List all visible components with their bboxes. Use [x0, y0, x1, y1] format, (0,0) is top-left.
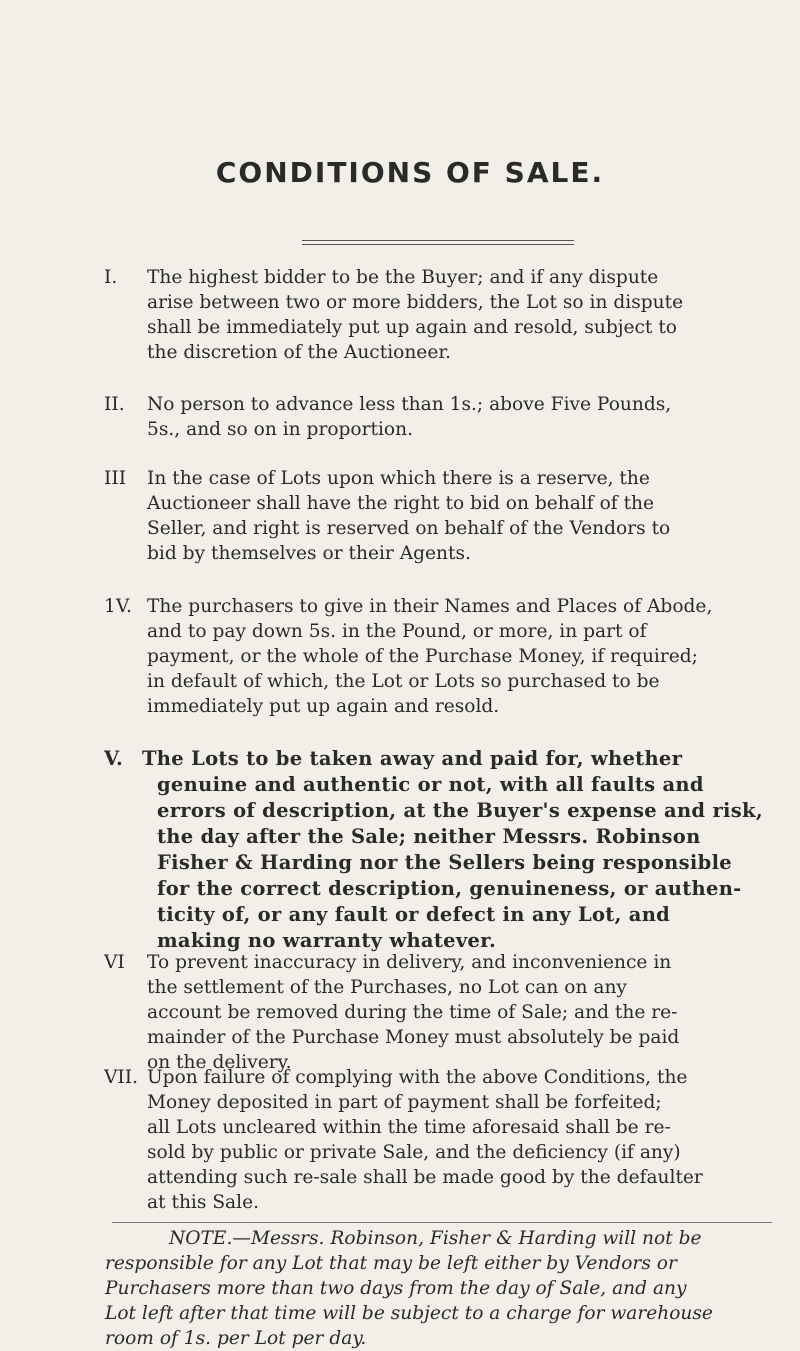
title-rule	[302, 244, 574, 245]
condition-line: Fisher & Harding nor the Sellers being responsible	[157, 851, 732, 874]
condition-line: at this Sale.	[147, 1192, 259, 1213]
condition-line: immediately put up again and resold.	[147, 696, 500, 717]
condition-number: II.	[104, 394, 125, 415]
condition-number: I.	[104, 267, 118, 288]
note-rule	[112, 1222, 772, 1223]
condition-line: The purchasers to give in their Names and Places of Abode,	[147, 596, 713, 617]
note-line: Lot left after that time will be subject to a charge for warehouse	[105, 1303, 713, 1324]
condition-number: VII.	[104, 1067, 139, 1088]
condition-line: the discretion of the Auctioneer.	[147, 342, 452, 363]
condition-line: Money deposited in part of payment shall be forfeited;	[147, 1092, 662, 1113]
condition-line: 5s., and so on in proportion.	[147, 419, 414, 440]
condition-number: III	[104, 468, 127, 489]
condition-line: To prevent inaccuracy in delivery, and inconvenience in	[147, 952, 672, 973]
condition-line: payment, or the whole of the Purchase Money, if required;	[147, 646, 698, 667]
condition-line: arise between two or more bidders, the Lot so in dispute	[147, 292, 684, 313]
condition-line: Seller, and right is reserved on behalf of the Vendors to	[147, 518, 671, 539]
page-title: CONDITIONS OF SALE.	[215, 156, 605, 189]
condition-number: VI	[104, 952, 125, 973]
condition-number: 1V.	[104, 596, 132, 617]
note-line: responsible for any Lot that may be left either by Vendors or	[105, 1253, 677, 1274]
condition-number: V.	[104, 747, 124, 770]
condition-line: genuine and authentic or not, with all faults and	[157, 773, 704, 796]
title-rule	[302, 240, 574, 241]
condition-line: The highest bidder to be the Buyer; and if any dispute	[147, 267, 659, 288]
note-block	[105, 1226, 785, 1351]
condition-line: errors of description, at the Buyer's expense and risk,	[157, 799, 763, 822]
condition-line: and to pay down 5s. in the Pound, or more, in part of	[147, 621, 647, 642]
condition-line: bid by themselves or their Agents.	[147, 543, 471, 564]
condition-line: making no warranty whatever.	[157, 929, 497, 952]
condition-line: sold by public or private Sale, and the deficiency (if any)	[147, 1142, 681, 1163]
condition-line: In the case of Lots upon which there is a reserve, the	[147, 468, 650, 489]
condition-line: ticity of, or any fault or defect in any Lot, and	[157, 903, 671, 926]
condition-line: the settlement of the Purchases, no Lot can on any	[147, 977, 627, 998]
condition-line: Auctioneer shall have the right to bid on behalf of the	[147, 493, 655, 514]
condition-line: for the correct description, genuineness, or authen-	[157, 877, 742, 900]
note-line: room of 1s. per Lot per day.	[105, 1328, 367, 1349]
condition-line: on the delivery.	[147, 1052, 292, 1073]
note-line: Purchasers more than two days from the day of Sale, and any	[105, 1278, 687, 1299]
condition-line: attending such re-sale shall be made good by the defaulter	[147, 1167, 703, 1188]
condition-line: Upon failure of complying with the above Conditions, the	[147, 1067, 688, 1088]
condition-line: No person to advance less than 1s.; above Five Pounds,	[147, 394, 672, 415]
condition-line: all Lots uncleared within the time aforesaid shall be re-	[147, 1117, 671, 1138]
condition-line: shall be immediately put up again and resold, subject to	[147, 317, 677, 338]
condition-line: mainder of the Purchase Money must absolutely be paid	[147, 1027, 680, 1048]
condition-line: in default of which, the Lot or Lots so purchased to be	[147, 671, 660, 692]
condition-line: the day after the Sale; neither Messrs. Robinson	[157, 825, 701, 848]
condition-line: The Lots to be taken away and paid for, whether	[142, 747, 683, 770]
note-line: NOTE.—Messrs. Robinson, Fisher & Harding will not be	[169, 1228, 702, 1249]
condition-line: account be removed during the time of Sale; and the re-	[147, 1002, 678, 1023]
